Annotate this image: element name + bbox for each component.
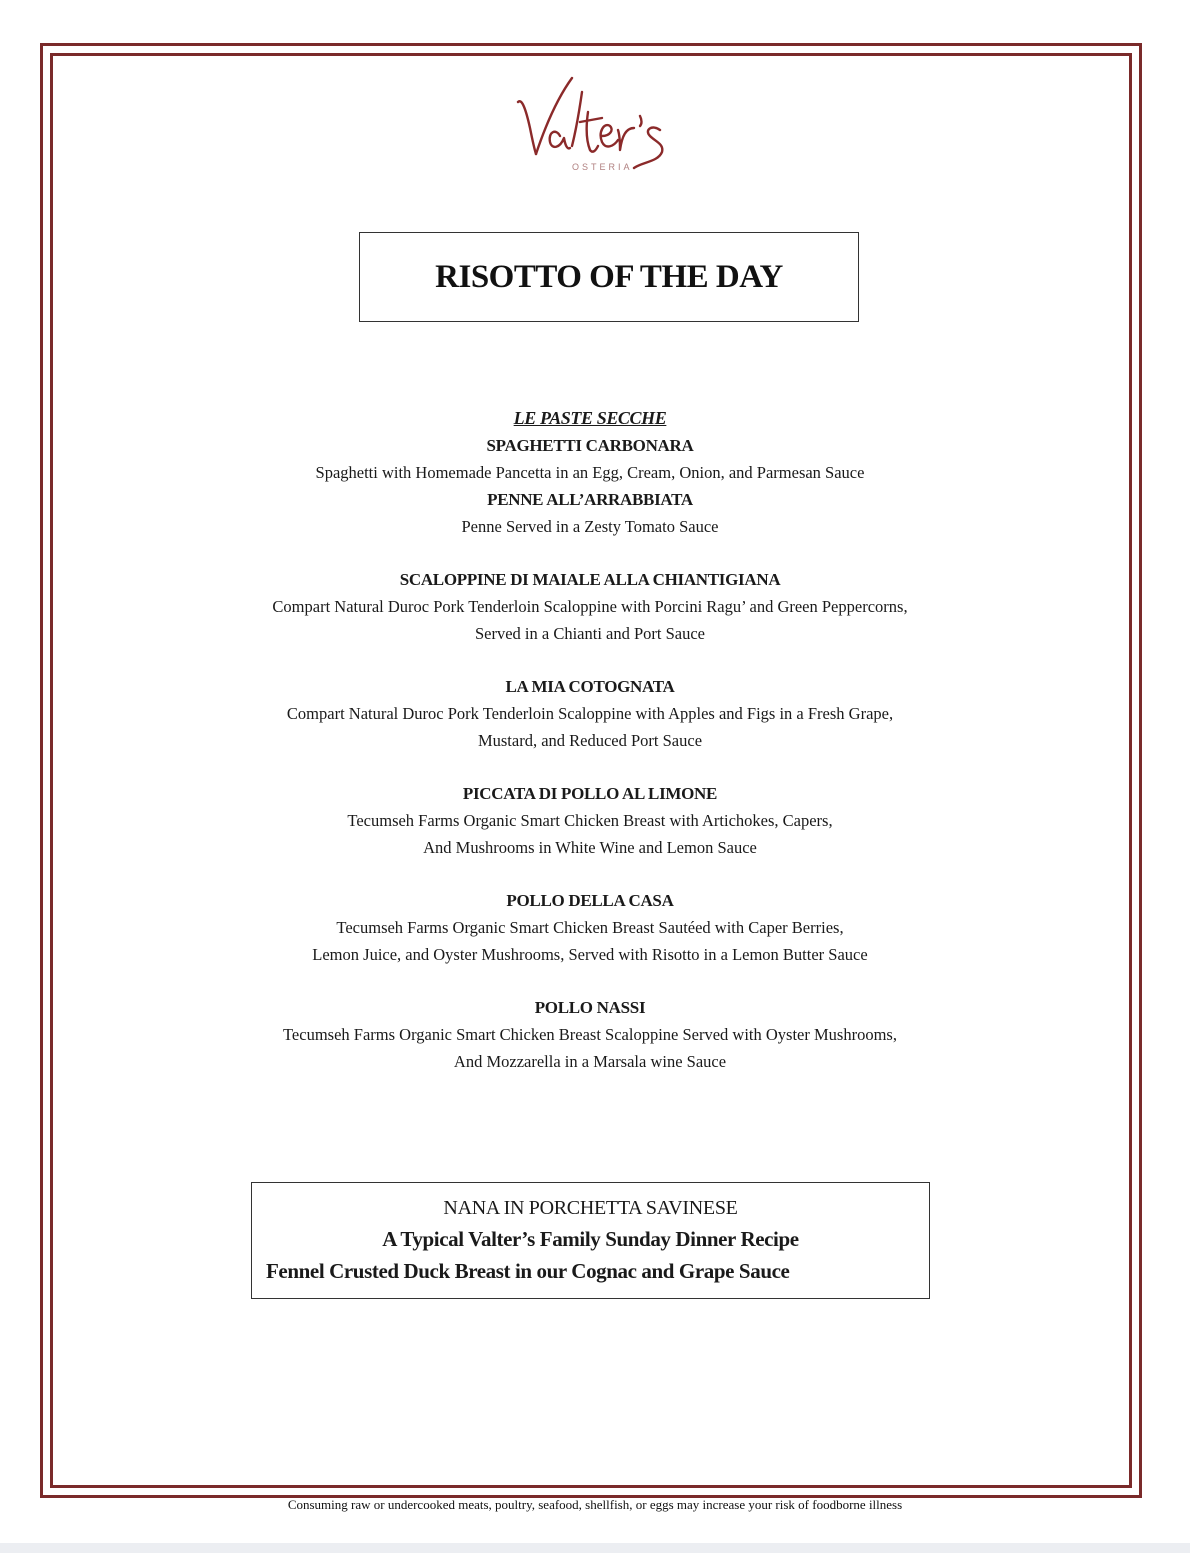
page-bottom-strip	[0, 1543, 1190, 1553]
page-title: RISOTTO OF THE DAY	[435, 258, 783, 295]
dish-name: SPAGHETTI CARBONARA	[486, 436, 694, 455]
dish-description: Tecumseh Farms Organic Smart Chicken Breast with Artichokes, Capers,	[347, 811, 833, 830]
title-box	[359, 232, 859, 322]
dish-description: Compart Natural Duroc Pork Tenderloin Scaloppine with Apples and Figs in a Fresh Grape,	[286, 704, 894, 723]
foodborne-illness-disclaimer: Consuming raw or undercooked meats, poultry, seafood, shellfish, or eggs may increase your risk of foodborne illness	[287, 1497, 903, 1512]
dish-description: Mustard, and Reduced Port Sauce	[477, 731, 703, 750]
special-title: NANA IN PORCHETTA SAVINESE	[443, 1197, 738, 1219]
special-box	[251, 1182, 930, 1299]
dish-name: SCALOPPINE DI MAIALE ALLA CHIANTIGIANA	[399, 570, 781, 589]
special-description: Fennel Crusted Duck Breast in our Cognac and Grape Sauce	[266, 1259, 790, 1283]
dish-description: And Mozzarella in a Marsala wine Sauce	[453, 1052, 727, 1071]
dish-description: Penne Served in a Zesty Tomato Sauce	[461, 517, 719, 536]
dish-name: LA MIA COTOGNATA	[505, 677, 675, 696]
special-subtitle: A Typical Valter’s Family Sunday Dinner Recipe	[382, 1227, 799, 1251]
logo-subtext: OSTERIA	[572, 162, 633, 172]
dish-description: Lemon Juice, and Oyster Mushrooms, Served with Risotto in a Lemon Butter Sauce	[312, 945, 868, 964]
dish-name: PENNE ALL’ARRABBIATA	[487, 490, 693, 509]
dish-name: POLLO DELLA CASA	[506, 891, 674, 910]
menu-list	[150, 405, 1030, 1075]
section-heading: LE PASTE SECCHE	[513, 408, 667, 428]
dish-description: Tecumseh Farms Organic Smart Chicken Breast Scaloppine Served with Oyster Mushrooms,	[283, 1025, 897, 1044]
dish-name: POLLO NASSI	[534, 998, 646, 1017]
dish-description: Tecumseh Farms Organic Smart Chicken Breast Sautéed with Caper Berries,	[336, 918, 844, 937]
dish-description: Spaghetti with Homemade Pancetta in an Egg, Cream, Onion, and Parmesan Sauce	[315, 463, 865, 482]
valters-osteria-logo	[510, 70, 680, 175]
dish-name: PICCATA DI POLLO AL LIMONE	[462, 784, 718, 803]
dish-description: Compart Natural Duroc Pork Tenderloin Scaloppine with Porcini Ragu’ and Green Peppercorns,	[272, 597, 908, 616]
dish-description: And Mushrooms in White Wine and Lemon Sauce	[423, 838, 757, 857]
dish-description: Served in a Chianti and Port Sauce	[474, 624, 706, 643]
